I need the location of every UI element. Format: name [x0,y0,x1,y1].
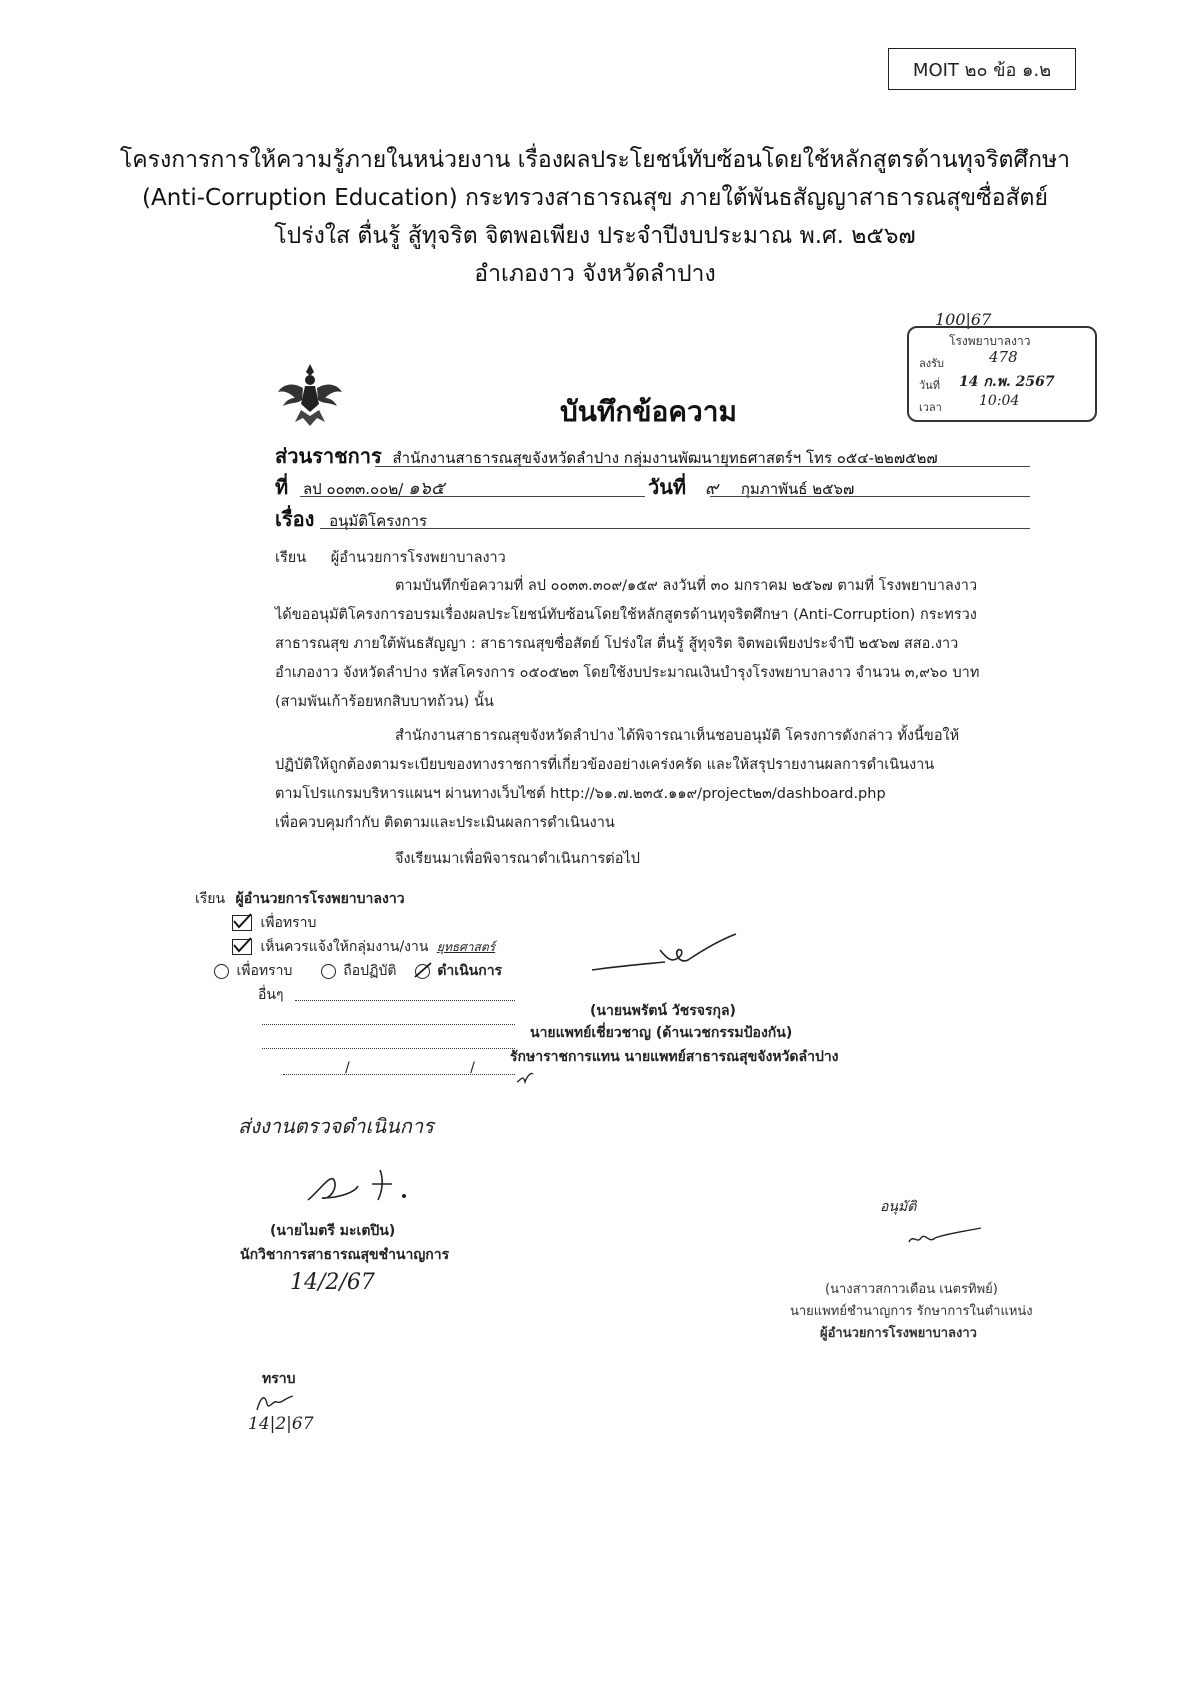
ref-handwritten: ๑๖๕ [408,478,445,499]
moit-reference-box: MOIT ๒๐ ข้อ ๑.๒ [888,48,1076,90]
para1-line-5: (สามพันเก้าร้อยหกสิบบาทถ้วน) นั้น [275,694,494,710]
dept-field [275,440,938,472]
subject-underline [320,528,1030,529]
dept-underline [375,466,1030,467]
ref-label: ที่ [275,475,289,499]
stamp-recv-number: 478 [989,348,1018,366]
signer3-position: นายแพทย์ชำนาญการ รักษาการในตำแหน่ง [790,1304,1033,1319]
signer2-position: นักวิชาการสาธารณสุขชำนาญการ [240,1247,450,1263]
stamp-time-label: เวลา [919,401,942,414]
subject-label: เรื่อง [275,507,315,531]
option-proceed-label: ดำเนินการ [437,963,503,979]
receipt-stamp [907,326,1097,422]
closing-line: จึงเรียนมาเพื่อพิจารณาดำเนินการต่อไป [395,851,640,867]
signer2-name: (นายไมตรี มะเตปิน) [270,1223,396,1239]
handwritten-instruction: ส่งงานตรวจดำเนินการ [238,1114,434,1138]
routing-option-other: อื่นๆ [258,987,284,1003]
subject-value: อนุมัติโครงการ [329,512,428,530]
para1-line-1: ตามบันทึกข้อความที่ ลป ๐๐๓๓.๓๐๙/๑๕๙ ลงวันที่ ๓๐ มกราคม ๒๕๖๗ ตามที่ โรงพยาบาลงาว [395,578,978,594]
radio-empty-icon [214,964,229,979]
stamp-time: 10:04 [979,393,1020,409]
signer1-acting: รักษาราชการแทน นายแพทย์สาธารณสุขจังหวัดลำปาง [510,1049,839,1065]
option-comply-label: ถือปฏิบัติ [343,963,397,979]
dept-label: ส่วนราชการ [275,444,382,468]
para2-line-1: สำนักงานสาธารณสุขจังหวัดลำปาง ได้พิจารณาเห็นชอบอนุมัติ โครงการดังกล่าว ทั้งนี้ขอให้ [395,728,960,744]
ack-date: 14|2|67 [248,1414,314,1434]
date-label: วันที่ [648,475,687,499]
date-underline [710,496,1030,497]
routing-option-inform [232,912,316,934]
to-label: เรียน [275,550,307,566]
stamp-org: โรงพยาบาลงาว [949,334,1031,348]
routing-date-slashes: / / [345,1060,533,1076]
signer1-position: นายแพทย์เชี่ยวชาญ (ด้านเวชกรรมป้องกัน) [530,1025,793,1041]
stamp-handwritten-number: 100|67 [935,310,992,329]
garuda-emblem-icon [275,360,345,430]
signer3-position-2: ผู้อำนวยการโรงพยาบาลงาว [820,1326,977,1341]
checkbox-checked-icon [232,939,252,955]
dept-value: สำนักงานสาธารณสุขจังหวัดลำปาง กลุ่มงานพัฒนายุทธศาสตร์ฯ โทร ๐๕๔-๒๒๗๕๒๗ [392,449,938,467]
para1-line-2: ได้ขออนุมัติโครงการอบรมเรื่องผลประโยชน์ทับซ้อนโดยใช้หลักสูตรด้านทุจริตศึกษา (Anti-Corruption) กระทรวง [275,607,977,623]
stamp-date-label: วันที่ [919,379,940,392]
title-line-1: โครงการการให้ความรู้ภายในหน่วยงาน เรื่องผลประโยชน์ทับซ้อนโดยใช้หลักสูตรด้านทุจริตศึกษา [119,147,1071,173]
ref-underline [300,496,645,497]
date-handwritten: ๙ [704,478,719,499]
date-field [648,471,854,503]
to-value: ผู้อำนวยการโรงพยาบาลงาว [330,550,506,566]
stamp-recv-label: ลงรับ [919,357,945,370]
radio-empty-icon [321,964,336,979]
routing-to-value: ผู้อำนวยการโรงพยาบาลงาว [235,891,405,907]
ack-signature-icon [255,1390,295,1414]
signer3-name: (นางสาวสกาวเดือน เนตรทิพย์) [825,1282,998,1297]
title-line-2: (Anti-Corruption Education) กระทรวงสาธารณสุข ภายใต้พันธสัญญาสาธารณสุขซื่อสัตย์ [142,185,1048,211]
ref-field [275,471,445,503]
to-line [275,544,506,573]
signer2-date: 14/2/67 [290,1270,375,1295]
para1-line-4: อำเภองาว จังหวัดลำปาง รหัสโครงการ ๐๕๐๕๒๓ โดยใช้งบประมาณเงินบำรุงโรงพยาบาลงาว จำนวน ๓,๙๖๐ บาท [275,665,980,681]
para1-line-3: สาธารณสุข ภายใต้พันธสัญญา : สาธารณสุขซื่อสัตย์ โปร่งใส ตื่นรู้ สู้ทุจริต จิตพอเพียงประจำปี ๒๕๖๗ สสอ.งาว [275,636,959,652]
para2-line-2: ปฏิบัติให้ถูกต้องตามระเบียบของทางราชการที่เกี่ยวข้องอย่างเคร่งครัด และให้สรุปรายงานผลการดำเนินงาน [275,757,935,773]
memo-title: บันทึกข้อความ [560,395,737,428]
checkbox-checked-icon [232,915,252,931]
para2-line-4: เพื่อควบคุมกำกับ ติดตามและประเมินผลการดำเนินงาน [275,815,615,831]
signer1-name: (นายนพรัตน์ วัชรจรกุล) [590,1003,736,1019]
stamp-date: 14 ก.พ. 2567 [959,374,1055,390]
option-inform2-label: เพื่อทราบ [236,963,293,979]
other-dotline-3 [262,1048,515,1049]
para2-line-3: ตามโปรแกรมบริหารแผนฯ ผ่านทางเว็บไซต์ http://๖๑.๗.๒๓๕.๑๑๙/project๒๓/dashboard.php [275,786,886,802]
title-line-4: อำเภองาว จังหวัดลำปาง [474,261,716,287]
subject-field [275,503,427,535]
signature-2-icon [300,1150,420,1210]
ack-label: ทราบ [262,1371,296,1387]
signer3-handwritten-note: อนุมัติ [880,1199,917,1215]
ref-value: ลป ๐๐๓๓.๐๐๒/ [302,480,404,498]
option-notify-label: เห็นควรแจ้งให้กลุ่มงาน/งาน [260,939,429,955]
other-dotline-2 [262,1024,515,1025]
option-inform-label: เพื่อทราบ [260,915,317,931]
routing-options-row [214,960,502,982]
title-line-3: โปร่งใส ตื่นรู้ สู้ทุจริต จิตพอเพียง ประจำปีงบประมาณ พ.ศ. ๒๕๖๗ [274,223,916,249]
routing-to-label: เรียน [195,891,226,907]
radio-checked-icon [415,964,430,979]
signature-3-icon [905,1220,985,1250]
routing-option-notify [232,936,495,958]
signature-1-icon [590,930,740,980]
option-notify-handwritten: ยุทธศาสตร์ [436,940,496,954]
date-value: กุมภาพันธ์ ๒๕๖๗ [740,480,855,498]
other-dotline-1 [295,1000,515,1001]
routing-to [195,888,405,910]
